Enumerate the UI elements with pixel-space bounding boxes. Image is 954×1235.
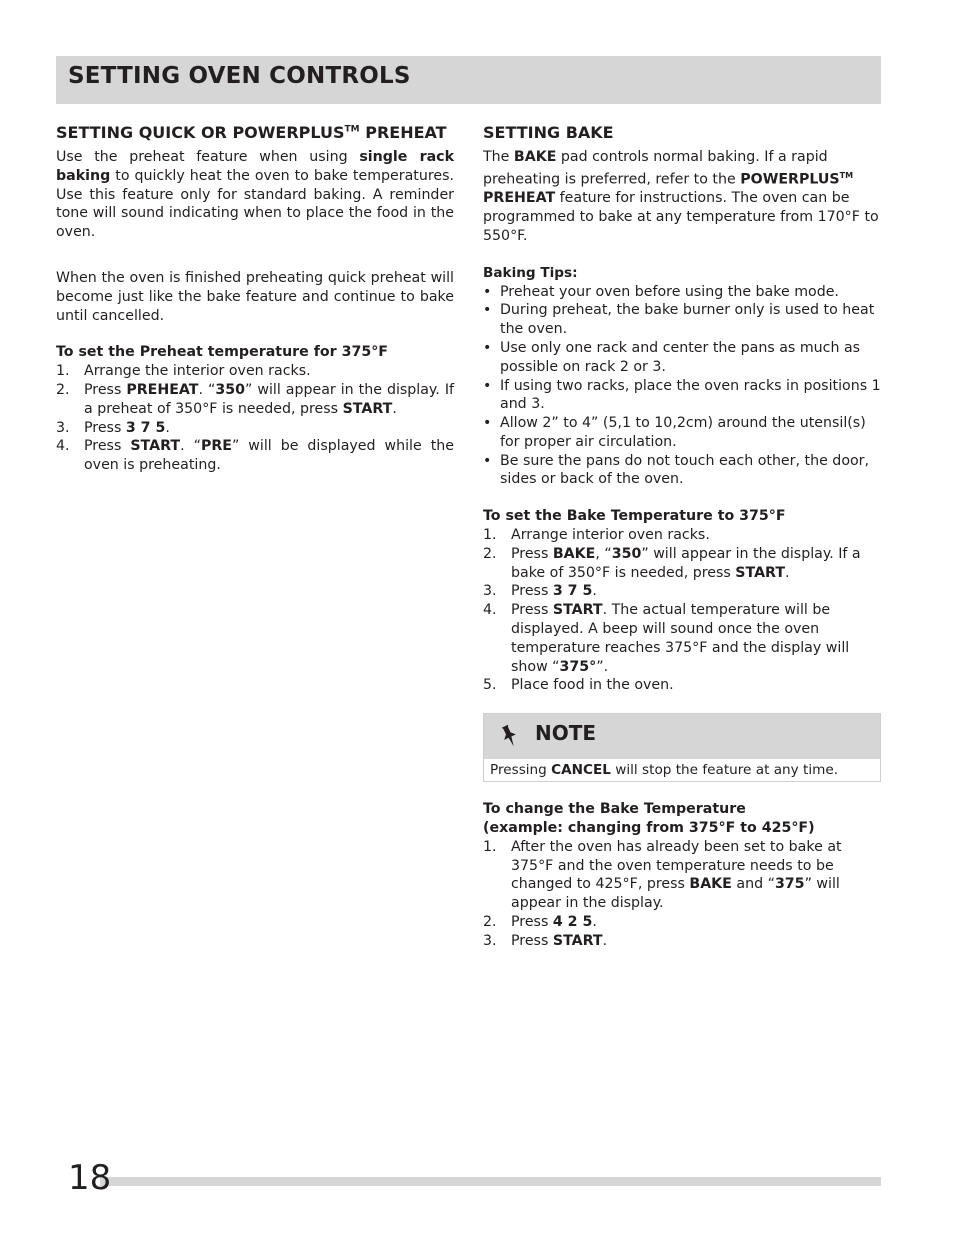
text-run-bold: 375	[774, 876, 805, 893]
text-run: and “	[731, 876, 775, 893]
text-run: will stop the feature at any time.	[610, 762, 839, 779]
bake-heading: SETTING BAKE	[483, 123, 614, 142]
text-run: After the oven has already been set to bake at 375°F and the oven temperature needs to be changed to 425°F, press	[511, 838, 842, 893]
text-run-bold: START	[130, 438, 181, 455]
step-number: 3.	[56, 419, 70, 436]
text-run-bold: 3 7 5	[125, 419, 166, 436]
text-run: ”.	[596, 658, 609, 675]
text-run: feature for instructions. The oven can be programmed to bake at any temperature from 170°F to 550°F.	[483, 190, 879, 244]
text-run: .	[392, 400, 397, 417]
list-item	[483, 838, 881, 913]
text-run: The	[483, 149, 514, 165]
list-item	[56, 437, 454, 475]
change-temp-steps-list	[483, 838, 881, 951]
text-run: Press	[511, 914, 553, 931]
step-number: 2.	[56, 381, 70, 398]
page-number: 18	[68, 1158, 112, 1198]
list-item	[483, 582, 881, 601]
step-number: 5.	[483, 677, 497, 694]
preheat-heading	[56, 122, 454, 144]
step-number: 1.	[483, 838, 497, 855]
bullet: •	[483, 415, 492, 432]
text-run-bold: single rack baking	[56, 149, 454, 184]
text-run: .	[165, 419, 170, 436]
list-item	[56, 362, 454, 381]
preheat-steps-list	[56, 362, 454, 475]
tip-text: Be sure the pans do not touch each other, the door, sides or back of the oven.	[500, 452, 870, 488]
note-box	[483, 713, 881, 782]
list-item	[483, 601, 881, 676]
list-item	[483, 414, 881, 452]
bullet: •	[483, 339, 492, 356]
pushpin-icon	[499, 723, 523, 755]
list-item	[483, 339, 881, 377]
text-run: Press	[511, 602, 553, 619]
list-item	[483, 377, 881, 415]
step-number: 1.	[483, 527, 497, 544]
text-run: .	[592, 914, 597, 931]
list-item	[483, 283, 881, 302]
text-run-bold: (example: changing from 375°F to 425°F)	[483, 820, 815, 837]
text-run: Use the preheat feature when using	[56, 149, 360, 165]
text-run: ” will be displayed while the oven is preheating.	[84, 438, 454, 474]
tip-text: Preheat your oven before using the bake mode.	[500, 283, 839, 300]
list-item	[483, 913, 881, 932]
list-item	[483, 676, 881, 695]
text-run-bold: 350	[215, 381, 245, 398]
left-column	[56, 122, 454, 475]
text-run-bold: BAKE	[513, 149, 557, 165]
step-number: 3.	[483, 932, 497, 949]
text-run-bold: PREHEAT	[483, 190, 556, 207]
bullet: •	[483, 283, 492, 300]
text-run-bold: PREHEAT	[126, 381, 199, 398]
preheat-finish-paragraph: When the oven is finished preheating quick preheat will become just like the bake feature and continue to bake until cancelled.	[56, 269, 454, 324]
text-run-bold: START	[552, 932, 603, 949]
bullet: •	[483, 302, 492, 319]
step-text: Place food in the oven.	[511, 677, 674, 694]
text-run: Press	[511, 932, 553, 949]
list-item	[483, 932, 881, 951]
text-run: Press	[511, 545, 553, 562]
page-title: SETTING OVEN CONTROLS	[68, 63, 411, 89]
text-run: to quickly heat the oven to bake temperatures. Use this feature only for standard baking. A reminder tone will sound indicating when to place the food in the oven.	[56, 167, 454, 241]
text-run-bold: 375°	[559, 658, 597, 675]
bake-intro-paragraph	[483, 148, 881, 246]
text-run: , “	[595, 545, 612, 562]
text-run-bold: BAKE	[689, 876, 732, 893]
text-run-bold: START	[552, 602, 603, 619]
step-number: 2.	[483, 545, 497, 562]
trademark-superscript: TM	[344, 124, 360, 135]
text-run: pad controls normal baking. If a rapid preheating is preferred, refer to the	[483, 149, 828, 188]
text-run-bold: BAKE	[552, 545, 596, 562]
step-number: 3.	[483, 583, 497, 600]
list-item	[483, 545, 881, 583]
baking-tips-list	[483, 283, 881, 490]
tip-text: Allow 2” to 4” (5,1 to 10,2cm) around the utensil(s) for proper air circulation.	[500, 415, 866, 450]
list-item	[483, 526, 881, 545]
baking-tips-heading: Baking Tips:	[483, 264, 578, 281]
change-temp-subheading	[483, 800, 881, 838]
text-run: ” will appear in the display. If a preheat of 350°F is needed, press	[84, 381, 454, 417]
text-run: Press	[511, 583, 553, 600]
text-run: Press	[84, 381, 127, 398]
step-number: 4.	[483, 602, 497, 619]
bullet: •	[483, 452, 492, 469]
bullet: •	[483, 377, 492, 394]
text-run-bold: 350	[611, 545, 642, 562]
text-run: Press	[84, 438, 131, 455]
list-item	[483, 452, 881, 490]
text-run: .	[785, 564, 790, 581]
text-run: . The actual temperature will be displayed. A beep will sound once the oven temperature reaches 375°F and the display will show “	[511, 602, 850, 675]
text-run-bold: To change the Bake Temperature	[483, 801, 746, 818]
header-bar	[56, 56, 881, 104]
text-run-bold: START	[735, 564, 786, 581]
tip-text: If using two racks, place the oven racks in positions 1 and 3.	[500, 377, 881, 413]
text-run: . “	[180, 438, 201, 455]
text-run-bold: START	[342, 400, 393, 417]
text-run-bold: POWERPLUS	[740, 171, 840, 188]
text-run: .	[592, 583, 597, 600]
text-run: .	[602, 932, 608, 949]
footer-bar	[100, 1177, 881, 1186]
text-run-bold: PRE	[200, 438, 232, 455]
preheat-intro-paragraph	[56, 148, 454, 242]
text-run-bold: CANCEL	[551, 762, 611, 779]
preheat-steps-subheading: To set the Preheat temperature for 375°F	[56, 344, 388, 361]
right-column	[483, 122, 881, 951]
step-text: Arrange the interior oven racks.	[84, 363, 311, 380]
list-item	[56, 381, 454, 419]
note-title: NOTE	[535, 721, 597, 746]
step-number: 2.	[483, 914, 497, 931]
text-run: ” will appear in the display. If a bake of 350°F is needed, press	[511, 545, 861, 581]
preheat-heading-suffix: PREHEAT	[359, 123, 447, 142]
tip-text: During preheat, the bake burner only is used to heat the oven.	[500, 302, 875, 338]
text-run-bold: 4 2 5	[552, 914, 593, 931]
step-text: Arrange interior oven racks.	[511, 527, 710, 544]
text-run: ” will appear in the display.	[511, 876, 840, 912]
preheat-heading-text: SETTING QUICK OR POWERPLUS	[56, 123, 345, 142]
bake-steps-subheading: To set the Bake Temperature to 375°F	[483, 508, 786, 525]
step-number: 1.	[56, 363, 70, 380]
note-text	[484, 759, 880, 781]
text-run: Pressing	[490, 762, 552, 779]
bake-steps-list	[483, 526, 881, 695]
step-number: 4.	[56, 438, 70, 455]
list-item	[56, 419, 454, 438]
note-header	[484, 714, 880, 759]
text-run-bold: 3 7 5	[552, 583, 593, 600]
list-item	[483, 301, 881, 339]
trademark-superscript: TM	[839, 170, 854, 180]
tip-text: Use only one rack and center the pans as much as possible on rack 2 or 3.	[500, 339, 861, 375]
text-run: . “	[198, 381, 216, 398]
text-run: Press	[84, 419, 126, 436]
